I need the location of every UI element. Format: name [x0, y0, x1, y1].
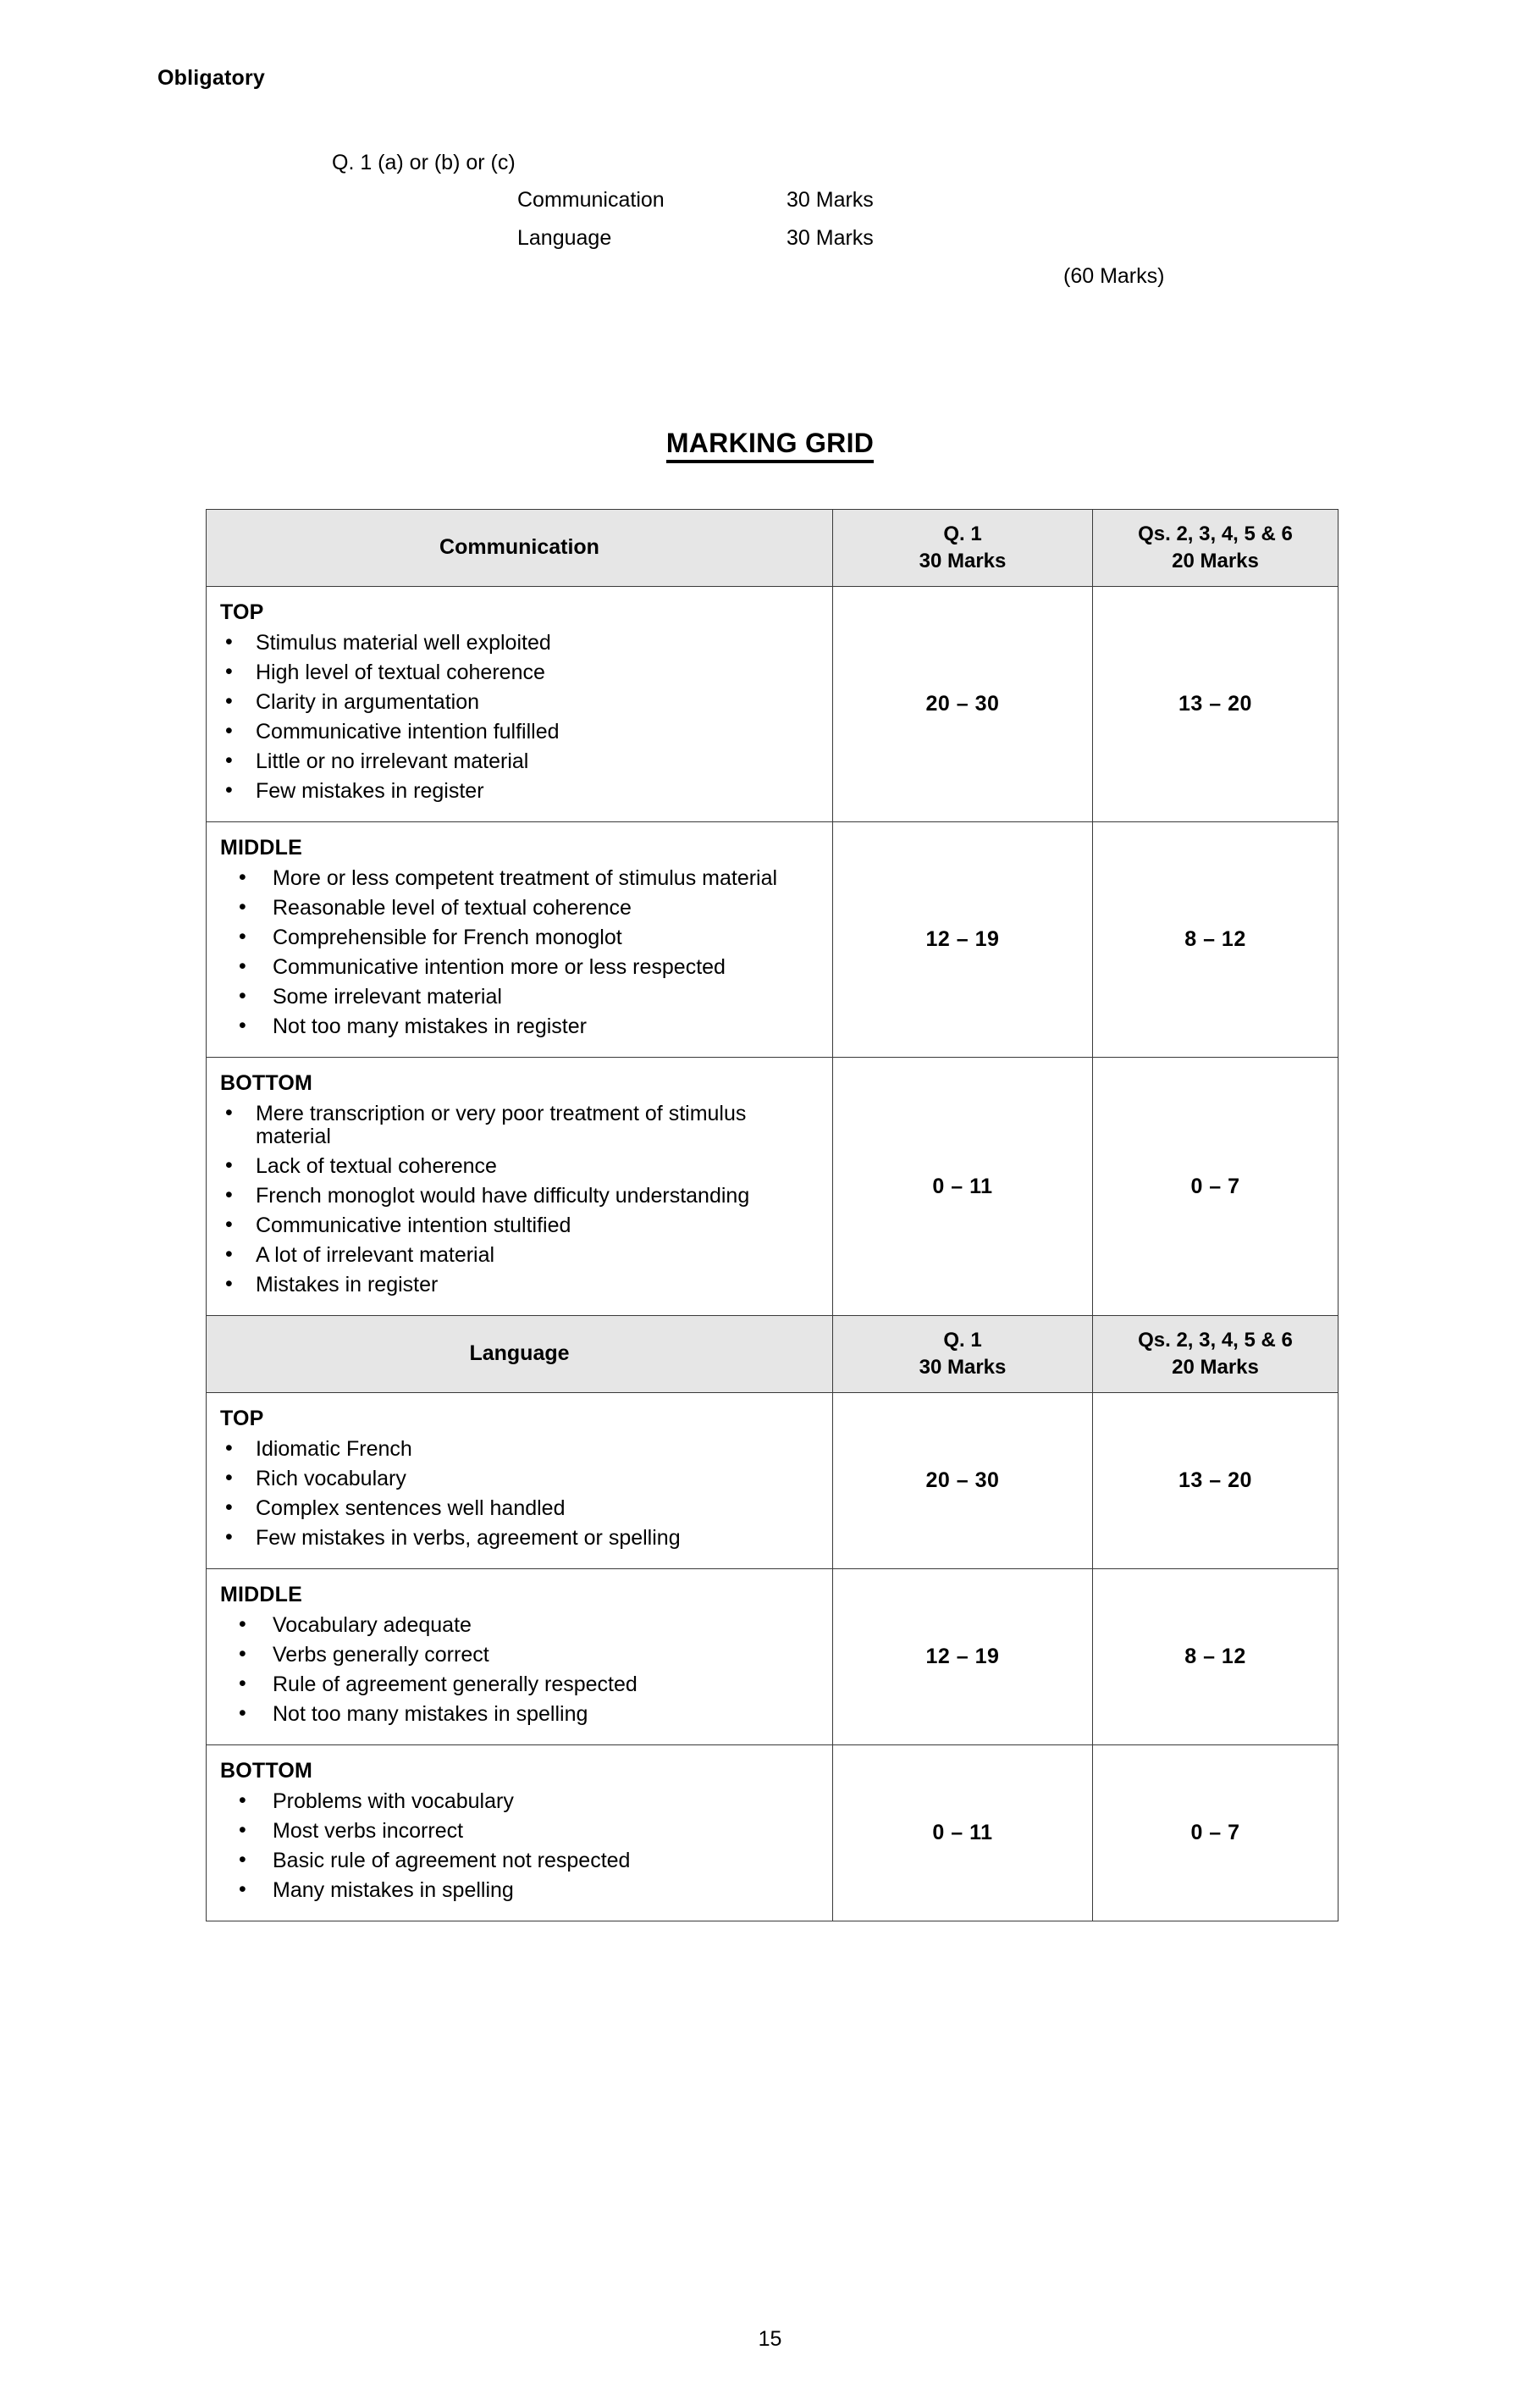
band-label: BOTTOM [220, 1071, 313, 1095]
band-criteria-list [207, 1611, 832, 1729]
list-item: • Reasonable level of textual coherence [207, 893, 832, 923]
column-header-q1 [833, 1316, 1093, 1393]
list-item: • Verbs generally correct [207, 1640, 832, 1670]
band-row [207, 1058, 1339, 1316]
communication-label: Communication [517, 188, 665, 212]
column-header-qs [1093, 1316, 1339, 1393]
list-item: • French monoglot would have difficulty understanding [207, 1181, 832, 1211]
band-label: MIDDLE [220, 836, 303, 860]
band-row [207, 1745, 1339, 1921]
language-label: Language [517, 226, 612, 250]
list-item: • High level of textual coherence [207, 658, 832, 688]
band-mark-range-qs: 8 – 12 [1093, 1569, 1339, 1745]
section-header-row [207, 510, 1339, 587]
list-item: • Stimulus material well exploited [207, 628, 832, 658]
band-descriptors [207, 1569, 833, 1745]
band-mark-range-q1: 12 – 19 [833, 822, 1093, 1058]
band-label: TOP [220, 1407, 264, 1430]
list-item: • Communicative intention stultified [207, 1211, 832, 1241]
list-item: • Not too many mistakes in register [207, 1012, 832, 1042]
q1-marks: 30 Marks [919, 1356, 1007, 1379]
band-descriptors [207, 1058, 833, 1316]
list-item: • Some irrelevant material [207, 982, 832, 1012]
marking-grid-table [206, 509, 1339, 1921]
band-mark-range-q1: 0 – 11 [833, 1058, 1093, 1316]
list-item: • Comprehensible for French monoglot [207, 923, 832, 953]
band-criteria-list [207, 1435, 832, 1553]
band-mark-range-q1: 12 – 19 [833, 1569, 1093, 1745]
list-item: • Mere transcription or very poor treatment of stimulus material [207, 1099, 832, 1152]
marking-grid-title [0, 428, 1540, 459]
list-item: • Many mistakes in spelling [207, 1876, 832, 1905]
column-header-q1 [833, 510, 1093, 587]
band-descriptors [207, 822, 833, 1058]
band-mark-range-qs: 8 – 12 [1093, 822, 1339, 1058]
qs-marks: 20 Marks [1172, 550, 1259, 572]
band-descriptors [207, 587, 833, 822]
list-item: • Clarity in argumentation [207, 688, 832, 717]
list-item: • Mistakes in register [207, 1270, 832, 1300]
band-mark-range-qs: 13 – 20 [1093, 1393, 1339, 1569]
q1-marks: 30 Marks [919, 550, 1007, 572]
list-item: • Problems with vocabulary [207, 1787, 832, 1816]
band-row [207, 587, 1339, 822]
list-item: • Basic rule of agreement not respected [207, 1846, 832, 1876]
section-header-row [207, 1316, 1339, 1393]
band-descriptors [207, 1745, 833, 1921]
qs-title: Qs. 2, 3, 4, 5 & 6 [1138, 522, 1293, 545]
list-item: • Communicative intention more or less respected [207, 953, 832, 982]
list-item: • Communicative intention fulfilled [207, 717, 832, 747]
q1-title: Q. 1 [943, 522, 982, 545]
section-name-language: Language [207, 1316, 833, 1393]
list-item: • A lot of irrelevant material [207, 1241, 832, 1270]
list-item: • Lack of textual coherence [207, 1152, 832, 1181]
list-item: • Complex sentences well handled [207, 1494, 832, 1523]
band-mark-range-qs: 0 – 7 [1093, 1058, 1339, 1316]
band-criteria-list [207, 628, 832, 806]
band-row [207, 1569, 1339, 1745]
band-row [207, 1393, 1339, 1569]
list-item: • Few mistakes in register [207, 777, 832, 806]
band-mark-range-qs: 0 – 7 [1093, 1745, 1339, 1921]
marking-grid-title-text: MARKING GRID [666, 428, 874, 463]
q1-title: Q. 1 [943, 1328, 982, 1352]
list-item: • Rule of agreement generally respected [207, 1670, 832, 1700]
list-item: • Rich vocabulary [207, 1464, 832, 1494]
list-item: • More or less competent treatment of stimulus material [207, 864, 832, 893]
band-mark-range-q1: 20 – 30 [833, 1393, 1093, 1569]
list-item: • Not too many mistakes in spelling [207, 1700, 832, 1729]
band-descriptors [207, 1393, 833, 1569]
list-item: • Little or no irrelevant material [207, 747, 832, 777]
obligatory-heading: Obligatory [157, 66, 266, 90]
total-marks: (60 Marks) [1063, 264, 1165, 288]
communication-marks: 30 Marks [787, 188, 874, 212]
list-item: • Vocabulary adequate [207, 1611, 832, 1640]
list-item: • Idiomatic French [207, 1435, 832, 1464]
language-marks: 30 Marks [787, 226, 874, 250]
band-row [207, 822, 1339, 1058]
band-mark-range-q1: 0 – 11 [833, 1745, 1093, 1921]
page-number: 15 [758, 2327, 782, 2351]
qs-title: Qs. 2, 3, 4, 5 & 6 [1138, 1328, 1293, 1352]
qs-marks: 20 Marks [1172, 1356, 1259, 1379]
section-name-communication: Communication [207, 510, 833, 587]
band-criteria-list [207, 864, 832, 1042]
band-criteria-list [207, 1099, 832, 1300]
list-item: • Few mistakes in verbs, agreement or spelling [207, 1523, 832, 1553]
question-line: Q. 1 (a) or (b) or (c) [332, 151, 516, 174]
list-item: • Most verbs incorrect [207, 1816, 832, 1846]
band-mark-range-qs: 13 – 20 [1093, 587, 1339, 822]
column-header-qs [1093, 510, 1339, 587]
band-label: MIDDLE [220, 1583, 303, 1606]
band-label: TOP [220, 600, 264, 624]
band-mark-range-q1: 20 – 30 [833, 587, 1093, 822]
band-criteria-list [207, 1787, 832, 1905]
band-label: BOTTOM [220, 1759, 313, 1783]
